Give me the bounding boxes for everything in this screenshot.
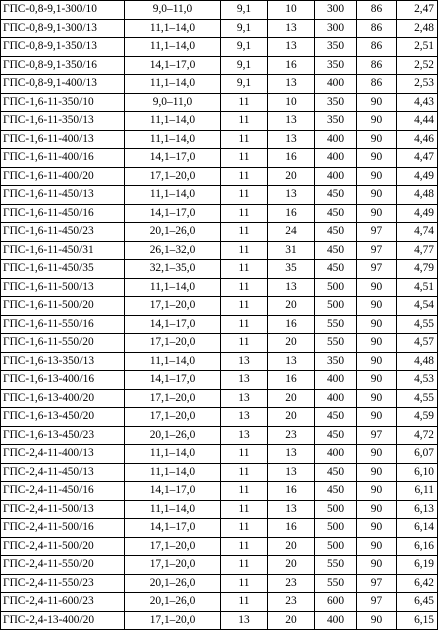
length-cell: 550 (315, 334, 357, 353)
param-a-cell: 13 (221, 611, 268, 630)
range-cell: 17,1–20,0 (125, 611, 221, 630)
model-cell: ГПС-1,6-11-400/16 (1, 149, 125, 168)
param-c-cell: 90 (357, 611, 397, 630)
param-c-cell: 90 (357, 352, 397, 371)
param-c-cell: 90 (357, 204, 397, 223)
mass-cell: 4,57 (397, 334, 438, 353)
length-cell: 400 (315, 371, 357, 390)
param-a-cell: 11 (221, 445, 268, 464)
length-cell: 500 (315, 500, 357, 519)
mass-cell: 4,48 (397, 186, 438, 205)
length-cell: 350 (315, 93, 357, 112)
param-c-cell: 90 (357, 445, 397, 464)
model-cell: ГПС-1,6-13-400/20 (1, 389, 125, 408)
range-cell: 11,1–14,0 (125, 445, 221, 464)
table-row (1, 19, 438, 38)
table-row (1, 130, 438, 149)
length-cell: 450 (315, 426, 357, 445)
table-row (1, 352, 438, 371)
table-row (1, 537, 438, 556)
table-row (1, 260, 438, 279)
param-b-cell: 31 (268, 241, 315, 260)
param-b-cell: 16 (268, 519, 315, 538)
model-cell: ГПС-1,6-11-550/16 (1, 315, 125, 334)
param-c-cell: 90 (357, 93, 397, 112)
model-cell: ГПС-2,4-11-500/16 (1, 519, 125, 538)
param-b-cell: 13 (268, 112, 315, 131)
param-c-cell: 90 (357, 315, 397, 334)
mass-cell: 4,53 (397, 371, 438, 390)
param-a-cell: 13 (221, 389, 268, 408)
range-cell: 14,1–17,0 (125, 315, 221, 334)
model-cell: ГПС-1,6-11-350/13 (1, 112, 125, 131)
range-cell: 17,1–20,0 (125, 167, 221, 186)
range-cell: 11,1–14,0 (125, 278, 221, 297)
mass-cell: 6,11 (397, 482, 438, 501)
model-cell: ГПС-2,4-11-450/13 (1, 463, 125, 482)
table-row (1, 463, 438, 482)
length-cell: 550 (315, 574, 357, 593)
table-row (1, 223, 438, 242)
table-row (1, 75, 438, 94)
range-cell: 14,1–17,0 (125, 56, 221, 75)
length-cell: 450 (315, 463, 357, 482)
table-row (1, 519, 438, 538)
param-c-cell: 90 (357, 500, 397, 519)
model-cell: ГПС-2,4-11-600/23 (1, 593, 125, 612)
table-row (1, 241, 438, 260)
param-b-cell: 23 (268, 593, 315, 612)
param-c-cell: 90 (357, 112, 397, 131)
param-a-cell: 11 (221, 500, 268, 519)
param-a-cell: 9,1 (221, 19, 268, 38)
range-cell: 20,1–26,0 (125, 426, 221, 445)
model-cell: ГПС-1,6-11-450/35 (1, 260, 125, 279)
mass-cell: 4,46 (397, 130, 438, 149)
table-row (1, 315, 438, 334)
length-cell: 550 (315, 315, 357, 334)
length-cell: 350 (315, 352, 357, 371)
param-b-cell: 16 (268, 204, 315, 223)
param-b-cell: 23 (268, 574, 315, 593)
length-cell: 350 (315, 112, 357, 131)
param-b-cell: 23 (268, 426, 315, 445)
length-cell: 350 (315, 56, 357, 75)
param-a-cell: 11 (221, 149, 268, 168)
range-cell: 20,1–26,0 (125, 593, 221, 612)
table-row (1, 56, 438, 75)
model-cell: ГПС-0,8-9,1-300/13 (1, 19, 125, 38)
mass-cell: 4,59 (397, 408, 438, 427)
param-b-cell: 13 (268, 278, 315, 297)
model-cell: ГПС-2,4-11-500/20 (1, 537, 125, 556)
model-cell: ГПС-2,4-11-500/13 (1, 500, 125, 519)
param-c-cell: 97 (357, 223, 397, 242)
model-cell: ГПС-1,6-11-500/13 (1, 278, 125, 297)
mass-cell: 2,48 (397, 19, 438, 38)
param-a-cell: 11 (221, 574, 268, 593)
param-a-cell: 11 (221, 278, 268, 297)
length-cell: 450 (315, 204, 357, 223)
mass-cell: 4,79 (397, 260, 438, 279)
param-a-cell: 11 (221, 334, 268, 353)
range-cell: 17,1–20,0 (125, 537, 221, 556)
param-c-cell: 97 (357, 593, 397, 612)
param-b-cell: 13 (268, 130, 315, 149)
model-cell: ГПС-1,6-13-450/23 (1, 426, 125, 445)
param-a-cell: 11 (221, 112, 268, 131)
param-b-cell: 13 (268, 352, 315, 371)
length-cell: 600 (315, 593, 357, 612)
param-b-cell: 35 (268, 260, 315, 279)
param-a-cell: 11 (221, 519, 268, 538)
param-a-cell: 11 (221, 315, 268, 334)
range-cell: 11,1–14,0 (125, 38, 221, 57)
length-cell: 500 (315, 278, 357, 297)
mass-cell: 6,16 (397, 537, 438, 556)
param-b-cell: 16 (268, 56, 315, 75)
range-cell: 14,1–17,0 (125, 204, 221, 223)
mass-cell: 6,13 (397, 500, 438, 519)
param-c-cell: 90 (357, 167, 397, 186)
param-c-cell: 90 (357, 186, 397, 205)
table-row (1, 278, 438, 297)
param-a-cell: 11 (221, 482, 268, 501)
range-cell: 14,1–17,0 (125, 519, 221, 538)
param-a-cell: 11 (221, 260, 268, 279)
mass-cell: 6,19 (397, 556, 438, 575)
mass-cell: 6,15 (397, 611, 438, 630)
mass-cell: 2,52 (397, 56, 438, 75)
table-row (1, 186, 438, 205)
param-c-cell: 97 (357, 260, 397, 279)
param-c-cell: 90 (357, 149, 397, 168)
param-a-cell: 11 (221, 167, 268, 186)
model-cell: ГПС-1,6-13-450/20 (1, 408, 125, 427)
mass-cell: 4,48 (397, 352, 438, 371)
param-c-cell: 90 (357, 463, 397, 482)
table-row (1, 482, 438, 501)
range-cell: 17,1–20,0 (125, 297, 221, 316)
table-row (1, 93, 438, 112)
range-cell: 17,1–20,0 (125, 408, 221, 427)
range-cell: 14,1–17,0 (125, 482, 221, 501)
range-cell: 14,1–17,0 (125, 371, 221, 390)
param-a-cell: 13 (221, 371, 268, 390)
param-a-cell: 11 (221, 593, 268, 612)
length-cell: 550 (315, 556, 357, 575)
param-a-cell: 11 (221, 463, 268, 482)
param-b-cell: 16 (268, 371, 315, 390)
mass-cell: 6,42 (397, 574, 438, 593)
mass-cell: 4,43 (397, 93, 438, 112)
table-row (1, 38, 438, 57)
param-b-cell: 13 (268, 445, 315, 464)
param-b-cell: 16 (268, 149, 315, 168)
param-b-cell: 20 (268, 537, 315, 556)
param-c-cell: 97 (357, 574, 397, 593)
param-a-cell: 11 (221, 204, 268, 223)
param-c-cell: 90 (357, 334, 397, 353)
param-c-cell: 86 (357, 1, 397, 20)
table-row (1, 445, 438, 464)
mass-cell: 4,74 (397, 223, 438, 242)
param-a-cell: 11 (221, 241, 268, 260)
param-c-cell: 90 (357, 130, 397, 149)
table-row (1, 500, 438, 519)
mass-cell: 4,47 (397, 149, 438, 168)
table-row (1, 297, 438, 316)
range-cell: 11,1–14,0 (125, 352, 221, 371)
model-cell: ГПС-1,6-11-500/20 (1, 297, 125, 316)
param-b-cell: 20 (268, 408, 315, 427)
param-a-cell: 13 (221, 426, 268, 445)
table-row (1, 149, 438, 168)
mass-cell: 2,53 (397, 75, 438, 94)
range-cell: 11,1–14,0 (125, 463, 221, 482)
range-cell: 9,0–11,0 (125, 93, 221, 112)
length-cell: 350 (315, 38, 357, 57)
mass-cell: 4,51 (397, 278, 438, 297)
range-cell: 11,1–14,0 (125, 186, 221, 205)
model-cell: ГПС-1,6-11-450/31 (1, 241, 125, 260)
table-row (1, 574, 438, 593)
param-b-cell: 20 (268, 167, 315, 186)
param-a-cell: 13 (221, 352, 268, 371)
table-row (1, 556, 438, 575)
param-b-cell: 13 (268, 463, 315, 482)
param-b-cell: 16 (268, 482, 315, 501)
table-row (1, 611, 438, 630)
param-b-cell: 13 (268, 38, 315, 57)
param-a-cell: 11 (221, 556, 268, 575)
mass-cell: 4,49 (397, 167, 438, 186)
length-cell: 500 (315, 297, 357, 316)
mass-cell: 2,51 (397, 38, 438, 57)
length-cell: 400 (315, 611, 357, 630)
model-cell: ГПС-2,4-11-550/20 (1, 556, 125, 575)
length-cell: 300 (315, 19, 357, 38)
param-b-cell: 20 (268, 297, 315, 316)
mass-cell: 2,47 (397, 1, 438, 20)
param-c-cell: 90 (357, 556, 397, 575)
model-cell: ГПС-1,6-11-400/13 (1, 130, 125, 149)
range-cell: 9,0–11,0 (125, 1, 221, 20)
model-cell: ГПС-2,4-11-400/13 (1, 445, 125, 464)
mass-cell: 4,55 (397, 315, 438, 334)
table-row (1, 389, 438, 408)
length-cell: 450 (315, 241, 357, 260)
param-a-cell: 11 (221, 130, 268, 149)
length-cell: 450 (315, 186, 357, 205)
param-c-cell: 86 (357, 38, 397, 57)
table-row (1, 112, 438, 131)
model-cell: ГПС-1,6-11-550/20 (1, 334, 125, 353)
length-cell: 450 (315, 408, 357, 427)
model-cell: ГПС-0,8-9,1-300/10 (1, 1, 125, 20)
range-cell: 26,1–32,0 (125, 241, 221, 260)
param-b-cell: 13 (268, 19, 315, 38)
param-c-cell: 90 (357, 408, 397, 427)
table-row (1, 408, 438, 427)
param-a-cell: 11 (221, 223, 268, 242)
model-cell: ГПС-0,8-9,1-400/13 (1, 75, 125, 94)
param-c-cell: 86 (357, 56, 397, 75)
param-b-cell: 20 (268, 556, 315, 575)
param-c-cell: 90 (357, 278, 397, 297)
length-cell: 400 (315, 389, 357, 408)
param-b-cell: 16 (268, 315, 315, 334)
param-c-cell: 90 (357, 371, 397, 390)
range-cell: 20,1–26,0 (125, 223, 221, 242)
range-cell: 20,1–26,0 (125, 574, 221, 593)
mass-cell: 6,07 (397, 445, 438, 464)
param-c-cell: 97 (357, 241, 397, 260)
param-c-cell: 86 (357, 19, 397, 38)
length-cell: 450 (315, 482, 357, 501)
model-cell: ГПС-1,6-11-400/20 (1, 167, 125, 186)
model-cell: ГПС-1,6-11-450/23 (1, 223, 125, 242)
mass-cell: 6,10 (397, 463, 438, 482)
param-c-cell: 97 (357, 426, 397, 445)
table-row (1, 371, 438, 390)
param-b-cell: 20 (268, 389, 315, 408)
range-cell: 11,1–14,0 (125, 112, 221, 131)
param-c-cell: 90 (357, 482, 397, 501)
range-cell: 17,1–20,0 (125, 389, 221, 408)
param-a-cell: 11 (221, 537, 268, 556)
mass-cell: 4,72 (397, 426, 438, 445)
param-b-cell: 10 (268, 93, 315, 112)
param-b-cell: 13 (268, 500, 315, 519)
mass-cell: 4,55 (397, 389, 438, 408)
param-a-cell: 13 (221, 408, 268, 427)
param-b-cell: 13 (268, 75, 315, 94)
length-cell: 400 (315, 75, 357, 94)
param-a-cell: 9,1 (221, 1, 268, 20)
mass-cell: 4,77 (397, 241, 438, 260)
param-a-cell: 9,1 (221, 75, 268, 94)
param-a-cell: 11 (221, 297, 268, 316)
mass-cell: 6,45 (397, 593, 438, 612)
range-cell: 11,1–14,0 (125, 75, 221, 94)
mass-cell: 4,44 (397, 112, 438, 131)
table-body (1, 1, 438, 630)
length-cell: 400 (315, 167, 357, 186)
mass-cell: 4,49 (397, 204, 438, 223)
length-cell: 450 (315, 223, 357, 242)
range-cell: 17,1–20,0 (125, 334, 221, 353)
param-c-cell: 90 (357, 537, 397, 556)
param-c-cell: 90 (357, 297, 397, 316)
range-cell: 11,1–14,0 (125, 130, 221, 149)
param-c-cell: 90 (357, 389, 397, 408)
length-cell: 500 (315, 537, 357, 556)
model-cell: ГПС-1,6-11-350/10 (1, 93, 125, 112)
model-cell: ГПС-1,6-13-350/13 (1, 352, 125, 371)
table-row (1, 204, 438, 223)
param-b-cell: 20 (268, 611, 315, 630)
param-b-cell: 20 (268, 334, 315, 353)
table-row (1, 334, 438, 353)
model-cell: ГПС-2,4-11-450/16 (1, 482, 125, 501)
model-cell: ГПС-1,6-11-450/16 (1, 204, 125, 223)
length-cell: 450 (315, 260, 357, 279)
length-cell: 300 (315, 1, 357, 20)
mass-cell: 6,14 (397, 519, 438, 538)
param-a-cell: 9,1 (221, 56, 268, 75)
param-b-cell: 10 (268, 1, 315, 20)
param-c-cell: 90 (357, 519, 397, 538)
model-cell: ГПС-1,6-13-400/16 (1, 371, 125, 390)
param-a-cell: 11 (221, 93, 268, 112)
range-cell: 11,1–14,0 (125, 500, 221, 519)
model-cell: ГПС-0,8-9,1-350/13 (1, 38, 125, 57)
mass-cell: 4,54 (397, 297, 438, 316)
param-c-cell: 86 (357, 75, 397, 94)
range-cell: 11,1–14,0 (125, 19, 221, 38)
table-row (1, 1, 438, 20)
length-cell: 400 (315, 149, 357, 168)
model-cell: ГПС-2,4-13-400/20 (1, 611, 125, 630)
table-row (1, 167, 438, 186)
model-cell: ГПС-1,6-11-450/13 (1, 186, 125, 205)
param-a-cell: 11 (221, 186, 268, 205)
range-cell: 32,1–35,0 (125, 260, 221, 279)
model-cell: ГПС-0,8-9,1-350/16 (1, 56, 125, 75)
length-cell: 500 (315, 519, 357, 538)
range-cell: 14,1–17,0 (125, 149, 221, 168)
param-a-cell: 9,1 (221, 38, 268, 57)
range-cell: 17,1–20,0 (125, 556, 221, 575)
length-cell: 400 (315, 130, 357, 149)
length-cell: 400 (315, 445, 357, 464)
model-cell: ГПС-2,4-11-550/23 (1, 574, 125, 593)
param-b-cell: 13 (268, 186, 315, 205)
table-row (1, 593, 438, 612)
table-row (1, 426, 438, 445)
param-b-cell: 24 (268, 223, 315, 242)
